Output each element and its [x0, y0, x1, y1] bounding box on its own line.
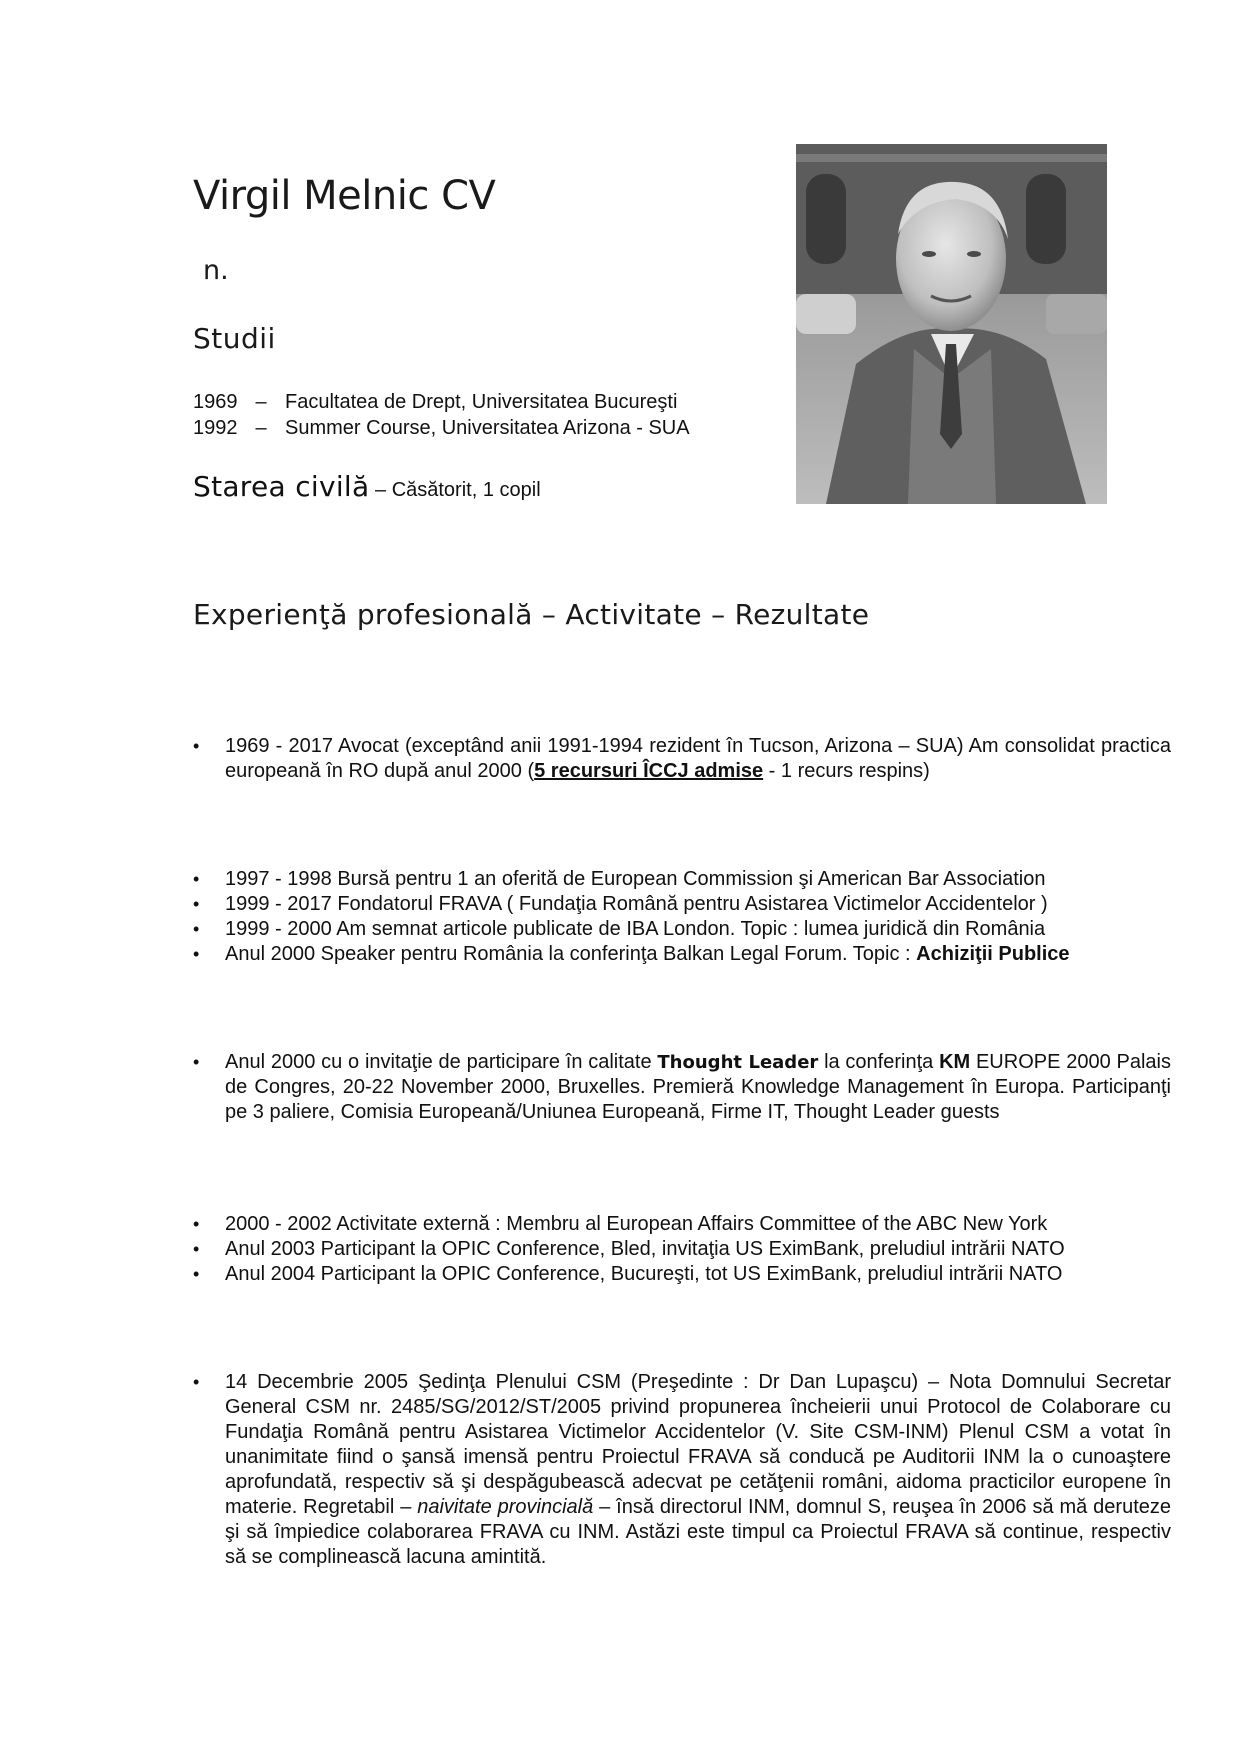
- birth-label: n.: [203, 255, 229, 286]
- list-item: [193, 942, 1171, 967]
- list-item: [193, 734, 1171, 784]
- list-item: • 1999 - 2000 Am semnat articole publicate de IBA London. Topic : lumea juridică din România: [193, 917, 1171, 942]
- item-tail: - 1 recurs respins): [763, 760, 930, 782]
- italic-text: naivitate provincială: [417, 1496, 594, 1518]
- item-text: Anul 2000 cu o invitaţie de participare în calitate: [225, 1051, 658, 1073]
- list-item: [193, 1370, 1171, 1570]
- experience-item-csm: [193, 1370, 1171, 1570]
- experience-item-km-europe: [193, 1050, 1171, 1125]
- item-text: la conferinţa: [818, 1051, 940, 1073]
- study-year: 1969: [193, 391, 238, 413]
- study-dash: –: [255, 391, 267, 413]
- list-item: • 1999 - 2017 Fondatorul FRAVA ( Fundaţia Română pentru Asistarea Victimelor Accidentelor ): [193, 892, 1171, 917]
- list-item: • 2000 - 2002 Activitate externă : Membru al European Affairs Committee of the ABC New York: [193, 1212, 1171, 1237]
- studies-list: [193, 389, 690, 441]
- bold-text: Achiziţii Publice: [916, 943, 1070, 965]
- study-text: Facultatea de Drept, Universitatea Bucureşti: [285, 391, 678, 413]
- study-item: [193, 415, 690, 441]
- item-text: 1969 - 2017 Avocat (exceptând anii 1991-1994 rezident în Tucson, Arizona – SUA) Am consolidat practica europeană în RO după anul 2000 (: [225, 735, 1171, 782]
- role-text: Thought Leader: [657, 1052, 819, 1073]
- study-text: Summer Course, Universitatea Arizona - SUA: [285, 417, 690, 439]
- study-year: 1992: [193, 417, 238, 439]
- profile-photo: [796, 144, 1107, 504]
- list-item: • Anul 2003 Participant la OPIC Conference, Bled, invitaţia US EximBank, preludiul intrării NATO: [193, 1237, 1171, 1262]
- list-item: • Anul 2004 Participant la OPIC Conference, Bucureşti, tot US EximBank, preludiul intrării NATO: [193, 1262, 1171, 1287]
- experience-heading: Experienţă profesională – Activitate – Rezultate: [193, 598, 870, 631]
- list-item: • 1997 - 1998 Bursă pentru 1 an oferită de European Commission şi American Bar Association: [193, 867, 1171, 892]
- civil-status-value: – Căsătorit, 1 copil: [369, 479, 541, 501]
- item-text: Anul 2000 Speaker pentru România la conferinţa Balkan Legal Forum. Topic :: [225, 943, 917, 965]
- km-text: KM: [939, 1051, 971, 1073]
- item-text: – însă directorul INM, domnul S, reuşea în 2006 să mă deruteze şi să împiedice colaborarea FRAVA cu INM. Astăzi este timpul ca Proiectul FRAVA să continue, respectiv să se complinească lacuna amintită.: [225, 1496, 1171, 1568]
- item-text: 14 Decembrie 2005 Şedinţa Plenului CSM (Preşedinte : Dr Dan Lupaşcu) – Nota Domnului Secretar General CSM nr. 2485/SG/2012/ST/2005 privind propunerea încheierii unui Protocol de Colaborare cu Fundaţia Română pentru Asistarea Victimelor Accidentelor (V. Site CSM-INM) Plenul CSM a votat în unanimitate fiind o şansă imensă pentru Proiectul FRAVA să conducă pe Auditorii INM la o cunoaştere aprofundată, respectiv să şi despăgubească adecvat pe cetăţenii români, aidoma practicilor europene în materie. Regretabil –: [225, 1371, 1171, 1518]
- studies-heading: Studii: [193, 322, 276, 355]
- portrait-image: [796, 144, 1107, 504]
- list-item: [193, 1050, 1171, 1125]
- highlight-text: 5 recursuri ÎCCJ admise: [534, 760, 764, 782]
- experience-group-4: [193, 1212, 1171, 1287]
- study-dash: –: [255, 417, 267, 439]
- study-item: [193, 389, 690, 415]
- experience-group-2: [193, 867, 1171, 967]
- civil-status: [193, 470, 541, 503]
- civil-status-label: Starea civilă: [193, 470, 370, 503]
- experience-item-lawyer: [193, 734, 1171, 784]
- item-text: EUROPE 2000 Palais de Congres, 20-22 November 2000, Bruxelles. Premieră Knowledge Management în Europa. Participanţi pe 3 paliere, Comisia Europeană/Uniunea Europeană, Firme IT, Thought Leader guests: [225, 1051, 1171, 1123]
- page-title: Virgil Melnic CV: [193, 173, 496, 219]
